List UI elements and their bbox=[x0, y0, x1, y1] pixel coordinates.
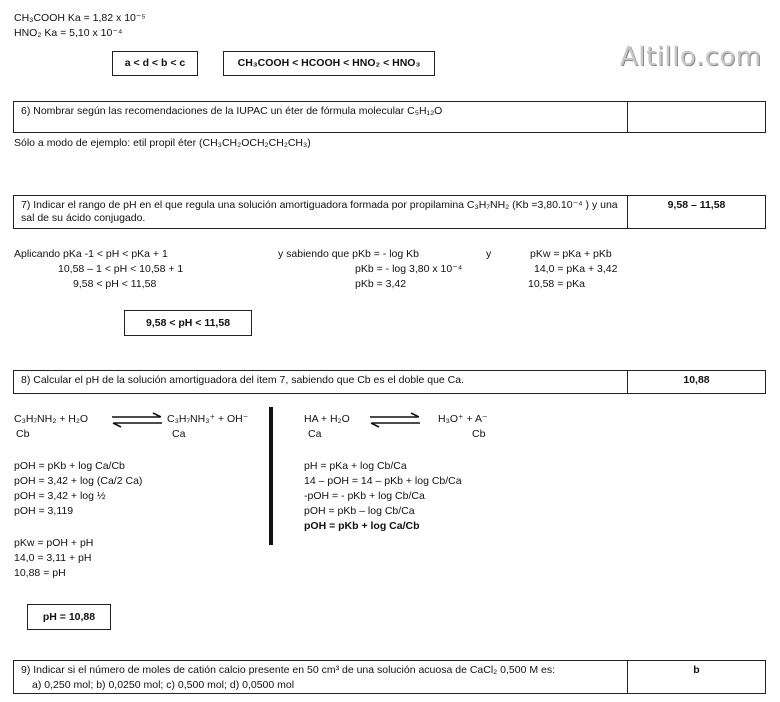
q7-pka-1: pKw = pKa + pKb bbox=[530, 248, 612, 260]
q7-pkb-1: y sabiendo que pKb = - log Kb bbox=[278, 248, 419, 260]
q8-result-box: pH = 10,88 bbox=[27, 604, 111, 630]
question-8-row bbox=[13, 370, 766, 394]
q8-right-reaction-rhs: H₃O⁺ + A⁻ bbox=[438, 413, 488, 425]
equilibrium-arrows-icon bbox=[110, 412, 164, 428]
q8-right-reaction-lhs: HA + H₂O bbox=[304, 413, 350, 425]
q7-and: y bbox=[486, 248, 492, 260]
q7-pka-2: 14,0 = pKa + 3,42 bbox=[534, 263, 618, 275]
ka-nitrous-line: HNO₂ Ka = 5,10 x 10⁻⁴ bbox=[14, 27, 123, 39]
q8-right-lhs-label: Ca bbox=[308, 428, 322, 440]
q7-step-2: 10,58 – 1 < pH < 10,58 + 1 bbox=[58, 263, 184, 275]
question-6-note: Sólo a modo de ejemplo: etil propil éter (CH₃CH₂OCH₂CH₂CH₃) bbox=[14, 137, 311, 149]
question-9-answer: b bbox=[627, 661, 765, 693]
equilibrium-arrows-icon-2 bbox=[368, 412, 422, 428]
column-divider bbox=[269, 407, 273, 545]
ka-acetic-line: CH₃COOH Ka = 1,82 x 10⁻⁵ bbox=[14, 12, 146, 24]
q7-pkb-3: pKb = 3,42 bbox=[355, 278, 407, 290]
q8-left-reaction-lhs: C₃H₇NH₂ + H₂O bbox=[14, 413, 89, 425]
question-8-text: 8) Calcular el pH de la solución amortiguadora del item 7, sabiendo que Cb es el doble que Ca. bbox=[21, 374, 465, 386]
question-8-answer: 10,88 bbox=[627, 371, 765, 393]
q8-left-step-7: 10,88 = pH bbox=[14, 567, 66, 579]
question-7-answer: 9,58 – 11,58 bbox=[627, 196, 765, 228]
q8-right-step-2: 14 – pOH = 14 – pKb + log Cb/Ca bbox=[304, 475, 462, 487]
q8-left-step-2: pOH = 3,42 + log (Ca/2 Ca) bbox=[14, 475, 143, 487]
question-9-options: a) 0,250 mol; b) 0,0250 mol; c) 0,500 mol; d) 0,0500 mol bbox=[32, 679, 295, 691]
q8-right-step-1: pH = pKa + log Cb/Ca bbox=[304, 460, 407, 472]
q7-result-box: 9,58 < pH < 11,58 bbox=[124, 310, 252, 336]
q8-right-step-3: -pOH = - pKb + log Cb/Ca bbox=[304, 490, 425, 502]
order-box: a < d < b < c bbox=[112, 51, 198, 76]
question-9-row bbox=[13, 660, 766, 694]
q8-left-step-4: pOH = 3,119 bbox=[14, 505, 74, 517]
acid-order-box: CH₃COOH < HCOOH < HNO₂ < HNO₃ bbox=[223, 51, 435, 76]
q8-right-step-4: pOH = pKb – log Cb/Ca bbox=[304, 505, 415, 517]
watermark-logo: Altillo.com bbox=[620, 42, 762, 72]
q7-pka-3: 10,58 = pKa bbox=[528, 278, 585, 290]
q7-step-1: Aplicando pKa -1 < pH < pKa + 1 bbox=[14, 248, 168, 260]
q8-left-step-1: pOH = pKb + log Ca/Cb bbox=[14, 460, 125, 472]
q8-left-step-6: 14,0 = 3,11 + pH bbox=[14, 552, 92, 564]
q7-step-3: 9,58 < pH < 11,58 bbox=[73, 278, 157, 290]
question-6-row bbox=[13, 101, 766, 133]
question-6-text: 6) Nombrar según las recomendaciones de la IUPAC un éter de fórmula molecular C₅H₁₂O bbox=[21, 105, 443, 117]
question-6-answer bbox=[627, 102, 765, 132]
q8-right-rhs-label: Cb bbox=[472, 428, 486, 440]
q8-left-reaction-rhs: C₃H₇NH₃⁺ + OH⁻ bbox=[167, 413, 249, 425]
q8-right-final: pOH = pKb + log Ca/Cb bbox=[304, 520, 420, 532]
q7-pkb-2: pKb = - log 3,80 x 10⁻⁴ bbox=[355, 263, 463, 275]
q8-left-step-3: pOH = 3,42 + log ½ bbox=[14, 490, 106, 502]
q8-left-step-5: pKw = pOH + pH bbox=[14, 537, 94, 549]
question-9-text: 9) Indicar si el número de moles de catión calcio presente en 50 cm³ de una solución acuosa de CaCl₂ 0,500 M es: bbox=[21, 664, 556, 676]
q8-left-lhs-label: Cb bbox=[16, 428, 30, 440]
q8-left-rhs-label: Ca bbox=[172, 428, 186, 440]
question-7-text: 7) Indicar el rango de pH en el que regula una solución amortiguadora formada por propilamina C₃H₇NH₂ (Kb =3,80.10⁻⁴ ) y una sal de su ácido conjugado. bbox=[21, 199, 618, 224]
question-7-row bbox=[13, 195, 766, 229]
